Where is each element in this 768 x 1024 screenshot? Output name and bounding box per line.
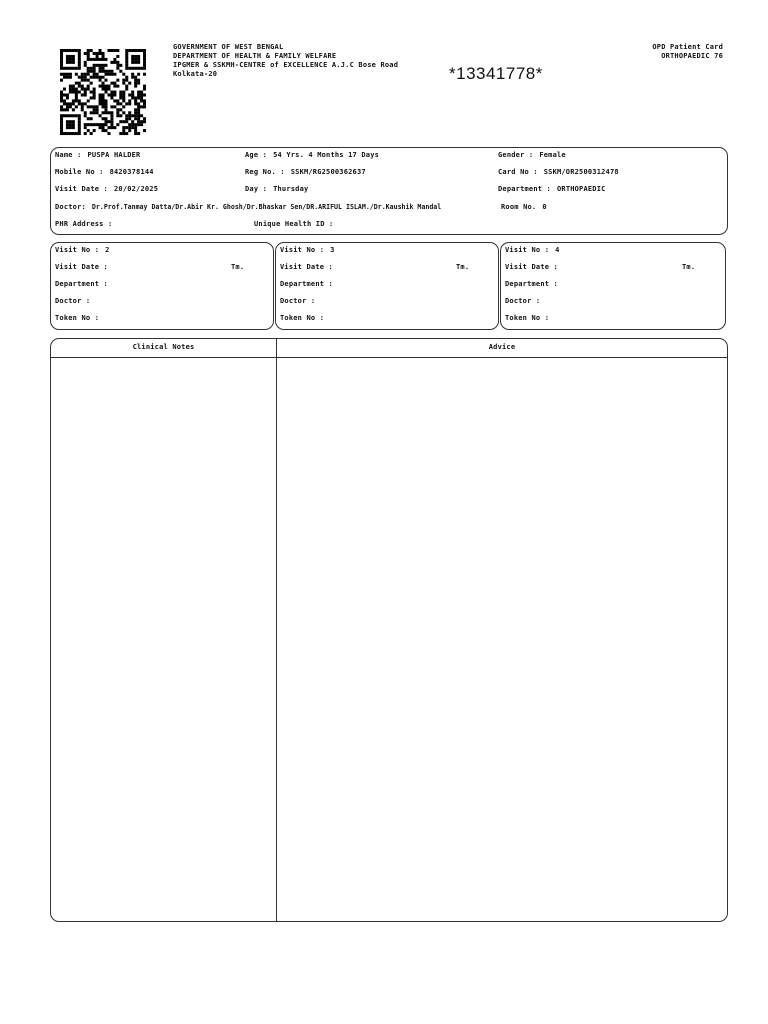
patient-department: Department : ORTHOPAEDIC [498, 185, 606, 193]
patient-doctor-value: Dr.Prof.Tanmay Datta/Dr.Abir Kr. Ghosh/Dr.Bhaskar Sen/DR.ARIFUL ISLAM./Dr.Kaushik Mandal [91, 203, 442, 211]
visit-doctor: Doctor : [55, 297, 91, 305]
patient-room: Room No. 0 [501, 203, 547, 211]
patient-age-value: 54 Yrs. 4 Months 17 Days [273, 151, 380, 159]
card-title-block [652, 43, 723, 61]
patient-card: Card No : SSKM/OR2500312478 [498, 168, 619, 176]
patient-card-value: SSKM/OR2500312478 [543, 168, 619, 176]
patient-unique-health-id: Unique Health ID : [254, 220, 334, 228]
advice-area[interactable] [278, 358, 727, 921]
patient-phr-address: PHR Address : [55, 220, 113, 228]
visit-department: Department : [55, 280, 108, 288]
card-title: OPD Patient Card [652, 43, 723, 51]
visit-doctor: Doctor : [280, 297, 316, 305]
visit-date: Visit Date : [505, 263, 558, 271]
visit-token: Token No : [505, 314, 550, 322]
visit-number: Visit No : 4 [505, 246, 560, 254]
notes-table [50, 338, 728, 922]
header-department: DEPARTMENT OF HEALTH & FAMILY WELFARE [173, 52, 337, 60]
patient-department-value: ORTHOPAEDIC [556, 185, 606, 193]
visit-doctor: Doctor : [505, 297, 541, 305]
patient-visit-date-value: 20/02/2025 [113, 185, 159, 193]
qr-code [60, 48, 146, 136]
card-department: ORTHOPAEDIC 76 [661, 52, 723, 60]
visit-department: Department : [505, 280, 558, 288]
patient-visit-date: Visit Date : 20/02/2025 [55, 185, 159, 193]
patient-name: Name : PUSPA HALDER [55, 151, 141, 159]
visit-token: Token No : [55, 314, 100, 322]
barcode-number: *13341778* [449, 64, 543, 83]
patient-name-value: PUSPA HALDER [87, 151, 141, 159]
patient-room-value: 0 [542, 203, 547, 211]
patient-gender-value: Female [539, 151, 566, 159]
visit-token: Token No : [280, 314, 325, 322]
visit-box-3 [275, 242, 499, 330]
advice-header: Advice [488, 343, 516, 351]
notes-column-divider [276, 339, 277, 921]
patient-details-box [50, 147, 728, 235]
patient-day-value: Thursday [273, 185, 309, 193]
patient-doctor: Doctor: Dr.Prof.Tanmay Datta/Dr.Abir Kr. Ghosh/Dr.Bhaskar Sen/DR.ARIFUL ISLAM./Dr.Kaushik Mandal [55, 203, 442, 211]
patient-reg-value: SSKM/RG2500362637 [290, 168, 366, 176]
visit-box-2 [50, 242, 274, 330]
header-city: Kolkata-20 [173, 70, 218, 78]
clinical-notes-area[interactable] [52, 358, 275, 921]
patient-mobile-value: 8420378144 [109, 168, 154, 176]
visit-date: Visit Date : [280, 263, 333, 271]
visit-time: Tm. [456, 263, 470, 271]
patient-mobile: Mobile No : 8420378144 [55, 168, 154, 176]
patient-day: Day : Thursday [245, 185, 309, 193]
clinical-notes-header: Clinical Notes [132, 343, 195, 351]
visit-number: Visit No : 3 [280, 246, 335, 254]
visit-time: Tm. [231, 263, 245, 271]
patient-reg: Reg No. : SSKM/RG2500362637 [245, 168, 366, 176]
patient-gender: Gender : Female [498, 151, 566, 159]
header-government: GOVERNMENT OF WEST BENGAL [173, 43, 284, 51]
visit-date: Visit Date : [55, 263, 108, 271]
patient-age: Age : 54 Yrs. 4 Months 17 Days [245, 151, 380, 159]
visit-time: Tm. [682, 263, 696, 271]
institution-header [173, 43, 398, 79]
header-institute: IPGMER & SSKMH-CENTRE of EXCELLENCE A.J.C Bose Road [173, 61, 399, 69]
visit-department: Department : [280, 280, 333, 288]
visit-box-4 [500, 242, 726, 330]
visit-number: Visit No : 2 [55, 246, 110, 254]
